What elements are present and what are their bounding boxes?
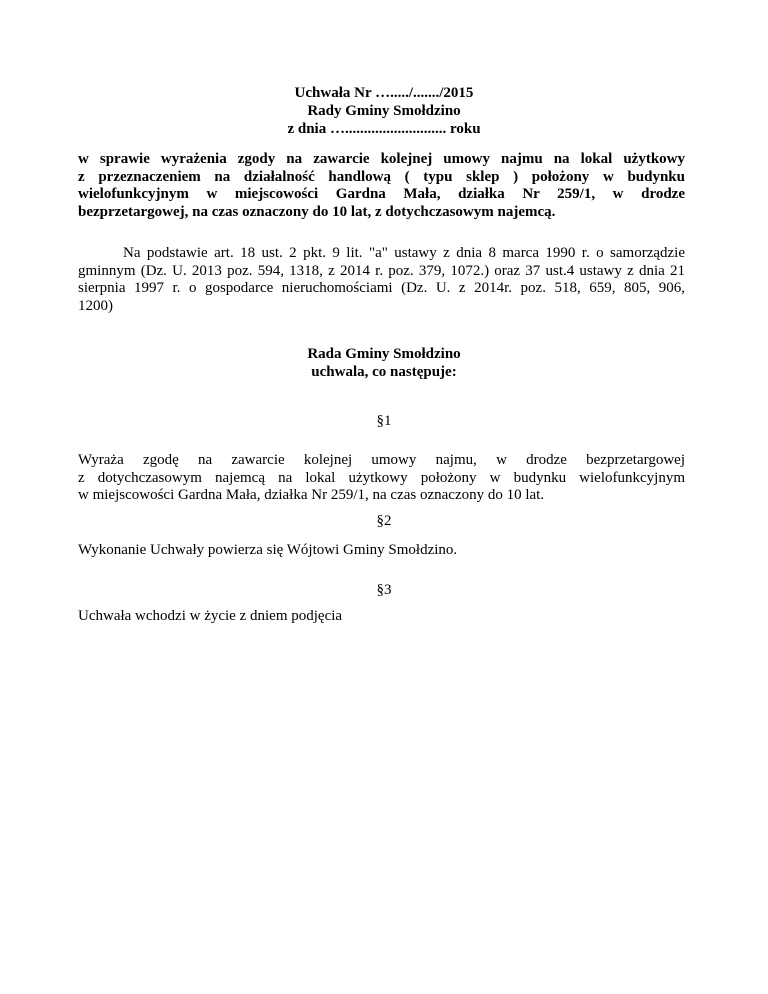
section-3-text: Uchwała wchodzi w życie z dniem podjęcia <box>78 608 343 624</box>
council-resolves <box>0 345 768 381</box>
legal-basis-line: Na podstawie art. 18 ust. 2 pkt. 9 lit. "a" ustawy z dnia 8 marca 1990 r. o samorządzie <box>123 245 685 261</box>
subject-line: wielofunkcyjnym w miejscowości Gardna Mała, działka Nr 259/1, w drodze <box>78 186 685 202</box>
section-1-line: w miejscowości Gardna Mała, działka Nr 259/1, na czas oznaczony do 10 lat. <box>78 487 545 503</box>
subject-line: z przeznaczeniem na działalność handlową ( typu sklep ) położony w budynku <box>78 168 685 185</box>
legal-basis-line: sierpnia 1997 r. o gospodarce nieruchomościami (Dz. U. z 2014r. poz. 518, 659, 805, 906, <box>78 280 685 296</box>
section-2-text: Wykonanie Uchwały powierza się Wójtowi Gminy Smołdzino. <box>78 542 458 558</box>
council-resolves-text: uchwala, co następuje: <box>311 364 457 380</box>
resolution-title: Uchwała Nr …...../......./2015 <box>294 85 474 101</box>
section-2-mark: §2 <box>376 513 392 529</box>
section-1-line: z dotychczasowym najemcą na lokal użytkowy położony w budynku wielofunkcyjnym <box>78 469 685 486</box>
section-1-text <box>78 452 685 505</box>
section-1-line: Wyraża zgodę na zawarcie kolejnej umowy najmu, w drodze bezprzetargowej <box>78 452 685 468</box>
resolution-date: z dnia …........................... roku <box>287 121 481 137</box>
subject-line: w sprawie wyrażenia zgody na zawarcie kolejnej umowy najmu na lokal użytkowy <box>78 151 685 167</box>
council-name: Rada Gminy Smołdzino <box>307 346 461 362</box>
legal-basis-line: gminnym (Dz. U. 2013 poz. 594, 1318, z 2014 r. poz. 379, 1072.) oraz 37 ust.4 ustawy z dnia 21 <box>78 262 685 279</box>
legal-basis-line: 1200) <box>78 297 113 314</box>
resolution-issuer: Rady Gminy Smołdzino <box>307 103 461 119</box>
section-3-mark: §3 <box>376 582 392 598</box>
section-1-mark: §1 <box>376 413 392 429</box>
legal-basis <box>78 245 685 315</box>
resolution-header <box>0 84 768 138</box>
resolution-subject <box>78 151 685 221</box>
subject-line: bezprzetargowej, na czas oznaczony do 10 lat, z dotychczasowym najemcą. <box>78 203 556 220</box>
